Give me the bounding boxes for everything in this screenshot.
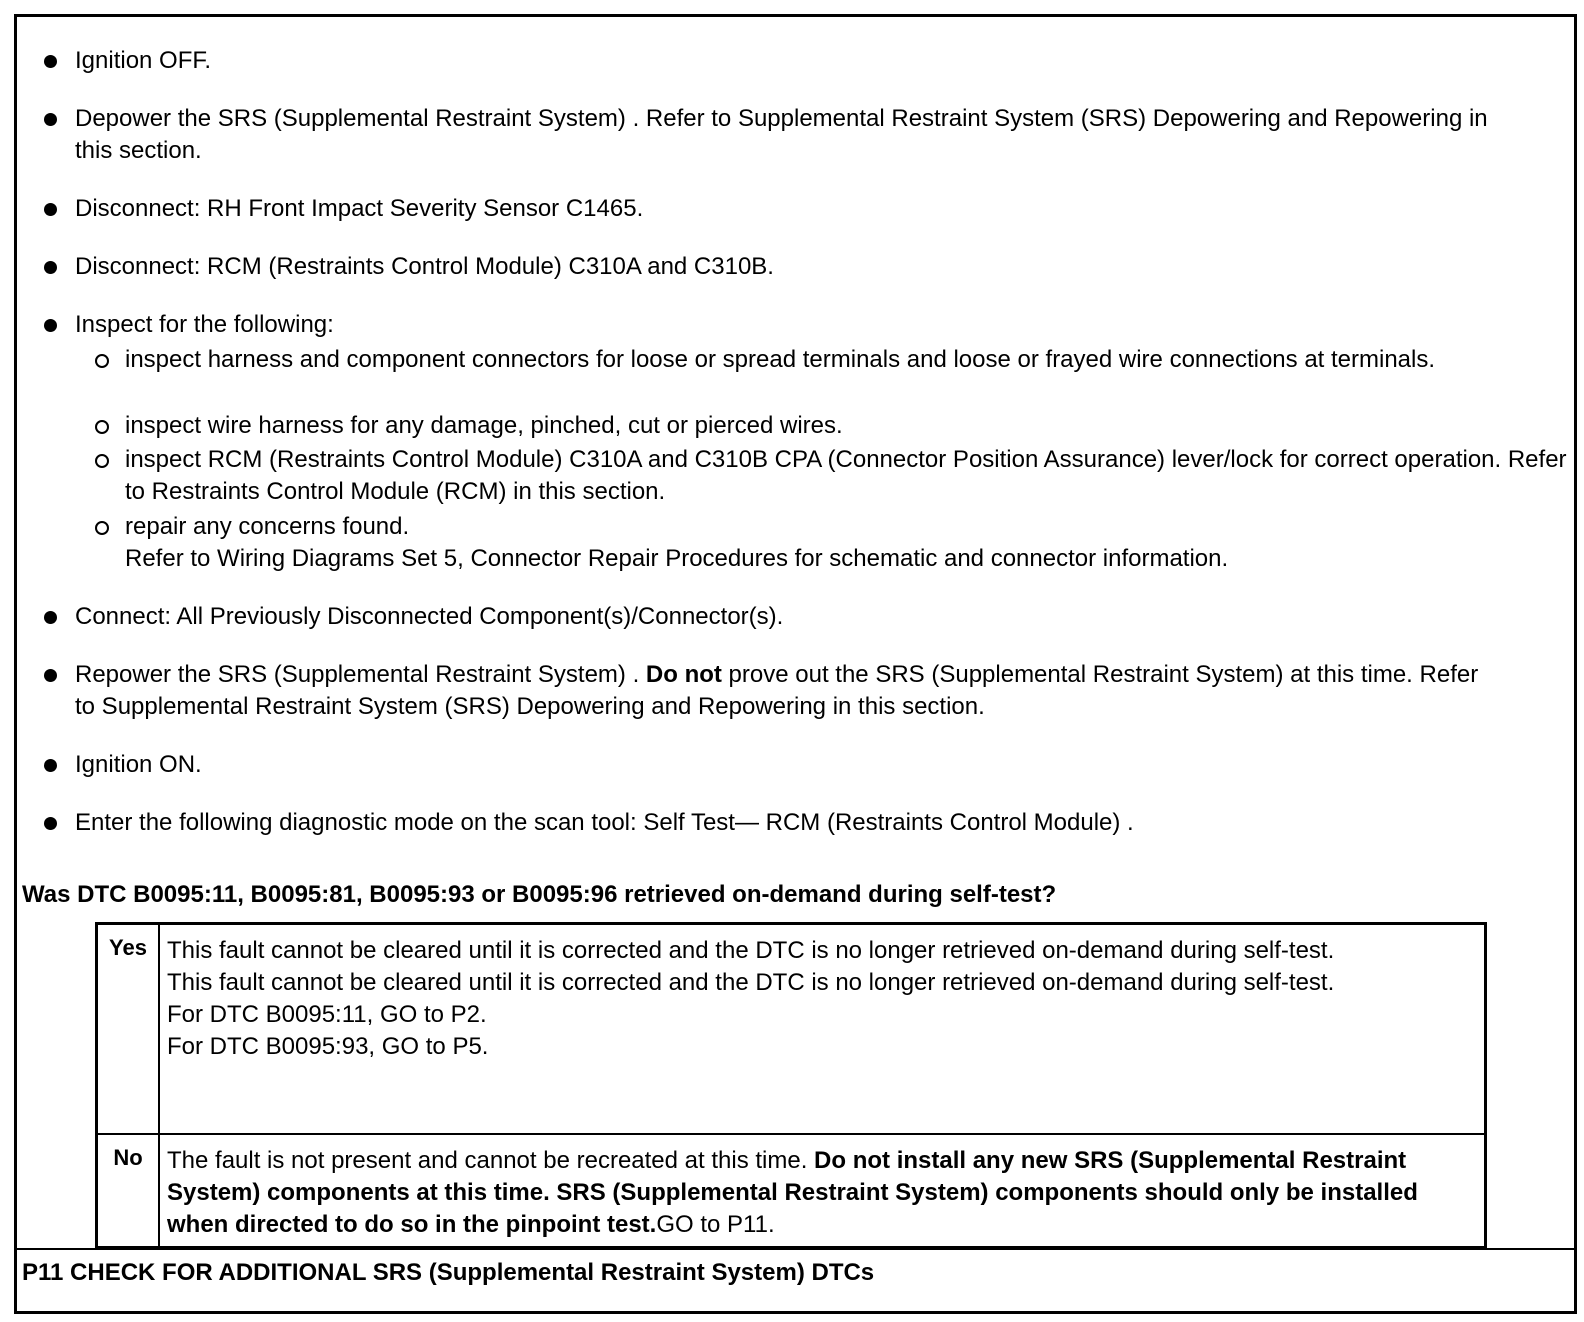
bullet-icon <box>44 203 57 216</box>
circle-bullet-icon <box>95 454 109 468</box>
step-item <box>17 749 1574 781</box>
inspect-text: inspect RCM (Restraints Control Module) C310A and C310B CPA (Connector Position Assurance) lever/lock for correct operation. Refer to Restraints Control Module (RCM) in this section. <box>125 446 1567 505</box>
inspect-text: inspect wire harness for any damage, pinched, cut or pierced wires. <box>125 412 843 439</box>
step-item <box>17 103 1494 167</box>
bullet-icon <box>44 319 57 332</box>
step-item <box>17 601 1574 633</box>
footer-divider <box>17 1248 1574 1250</box>
step-text: Inspect for the following: <box>75 311 334 338</box>
yes-text: For DTC B0095:11, GO to P2. <box>167 1001 487 1028</box>
bullet-icon <box>44 759 57 772</box>
inspect-text: inspect harness and component connectors for loose or spread terminals and loose or frayed wire connections at terminals. <box>125 346 1436 373</box>
circle-bullet-icon <box>95 420 109 434</box>
yes-text: For DTC B0095:93, GO to P5. <box>167 1033 489 1060</box>
yes-cell <box>167 935 1374 1063</box>
step-text: Depower the SRS (Supplemental Restraint System) . Refer to Supplemental Restraint System (SRS) Depowering and Repowering in this section. <box>75 105 1488 164</box>
next-step-heading: P11 CHECK FOR ADDITIONAL SRS (Supplemental Restraint System) DTCs <box>22 1259 875 1286</box>
no-label: No <box>113 1145 143 1170</box>
inspect-text: Refer to Wiring Diagrams Set 5, Connector Repair Procedures for schematic and connector information. <box>125 545 1229 572</box>
inspect-item <box>17 410 1574 442</box>
bullet-icon <box>44 817 57 830</box>
step-item <box>17 45 1574 77</box>
yes-label: Yes <box>109 935 147 960</box>
table-row-yes <box>98 935 1484 1131</box>
yes-text: This fault cannot be cleared until it is corrected and the DTC is no longer retrieved on-demand during self-test. <box>167 937 1335 964</box>
inspect-item <box>17 444 1574 508</box>
step-item <box>17 807 1574 839</box>
bullet-icon <box>44 113 57 126</box>
step-text: Ignition ON. <box>75 751 202 778</box>
step-item <box>17 251 1574 283</box>
step-bold-text: Do not <box>645 661 722 688</box>
result-table <box>95 922 1487 1249</box>
no-cell <box>167 1145 1444 1241</box>
no-bold-text: Do not install any new SRS (Supplemental Restraint System) components at this time. SRS (Supplemental Restraint System) components should only be installed when directed to do so in the pinpoint test. <box>167 1147 1418 1238</box>
question-heading: Was DTC B0095:11, B0095:81, B0095:93 or B0095:96 retrieved on-demand during self-test? <box>22 881 1057 908</box>
step-text: Repower the SRS (Supplemental Restraint System) . <box>75 661 646 688</box>
inspect-item <box>17 344 1494 376</box>
step-text: Enter the following diagnostic mode on the scan tool: Self Test— RCM (Restraints Control Module) . <box>75 809 1134 836</box>
inspect-text: repair any concerns found. <box>125 513 410 540</box>
step-item <box>17 659 1504 723</box>
circle-bullet-icon <box>95 521 109 535</box>
step-text: Disconnect: RH Front Impact Severity Sensor C1465. <box>75 195 644 222</box>
no-text: The fault is not present and cannot be recreated at this time. <box>167 1147 815 1174</box>
step-text: Ignition OFF. <box>75 47 212 74</box>
bullet-icon <box>44 261 57 274</box>
step-text: prove out the SRS (Supplemental Restraint System) at this time. Refer to Supplemental Restraint System (SRS) Depowering and Repowering in this section. <box>75 661 1479 720</box>
circle-bullet-icon <box>95 354 109 368</box>
no-text: GO to P11. <box>656 1211 775 1238</box>
inspect-item <box>17 511 1574 575</box>
bullet-icon <box>44 669 57 682</box>
bullet-icon <box>44 55 57 68</box>
step-item <box>17 193 1574 225</box>
step-text: Disconnect: RCM (Restraints Control Module) C310A and C310B. <box>75 253 774 280</box>
step-item <box>17 309 1574 341</box>
step-text: Connect: All Previously Disconnected Component(s)/Connector(s). <box>75 603 784 630</box>
table-row-no <box>98 1145 1484 1245</box>
yes-text: This fault cannot be cleared until it is corrected and the DTC is no longer retrieved on-demand during self-test. <box>167 969 1335 996</box>
procedure-page <box>14 14 1577 1314</box>
bullet-icon <box>44 611 57 624</box>
table-divider <box>98 1133 1484 1135</box>
